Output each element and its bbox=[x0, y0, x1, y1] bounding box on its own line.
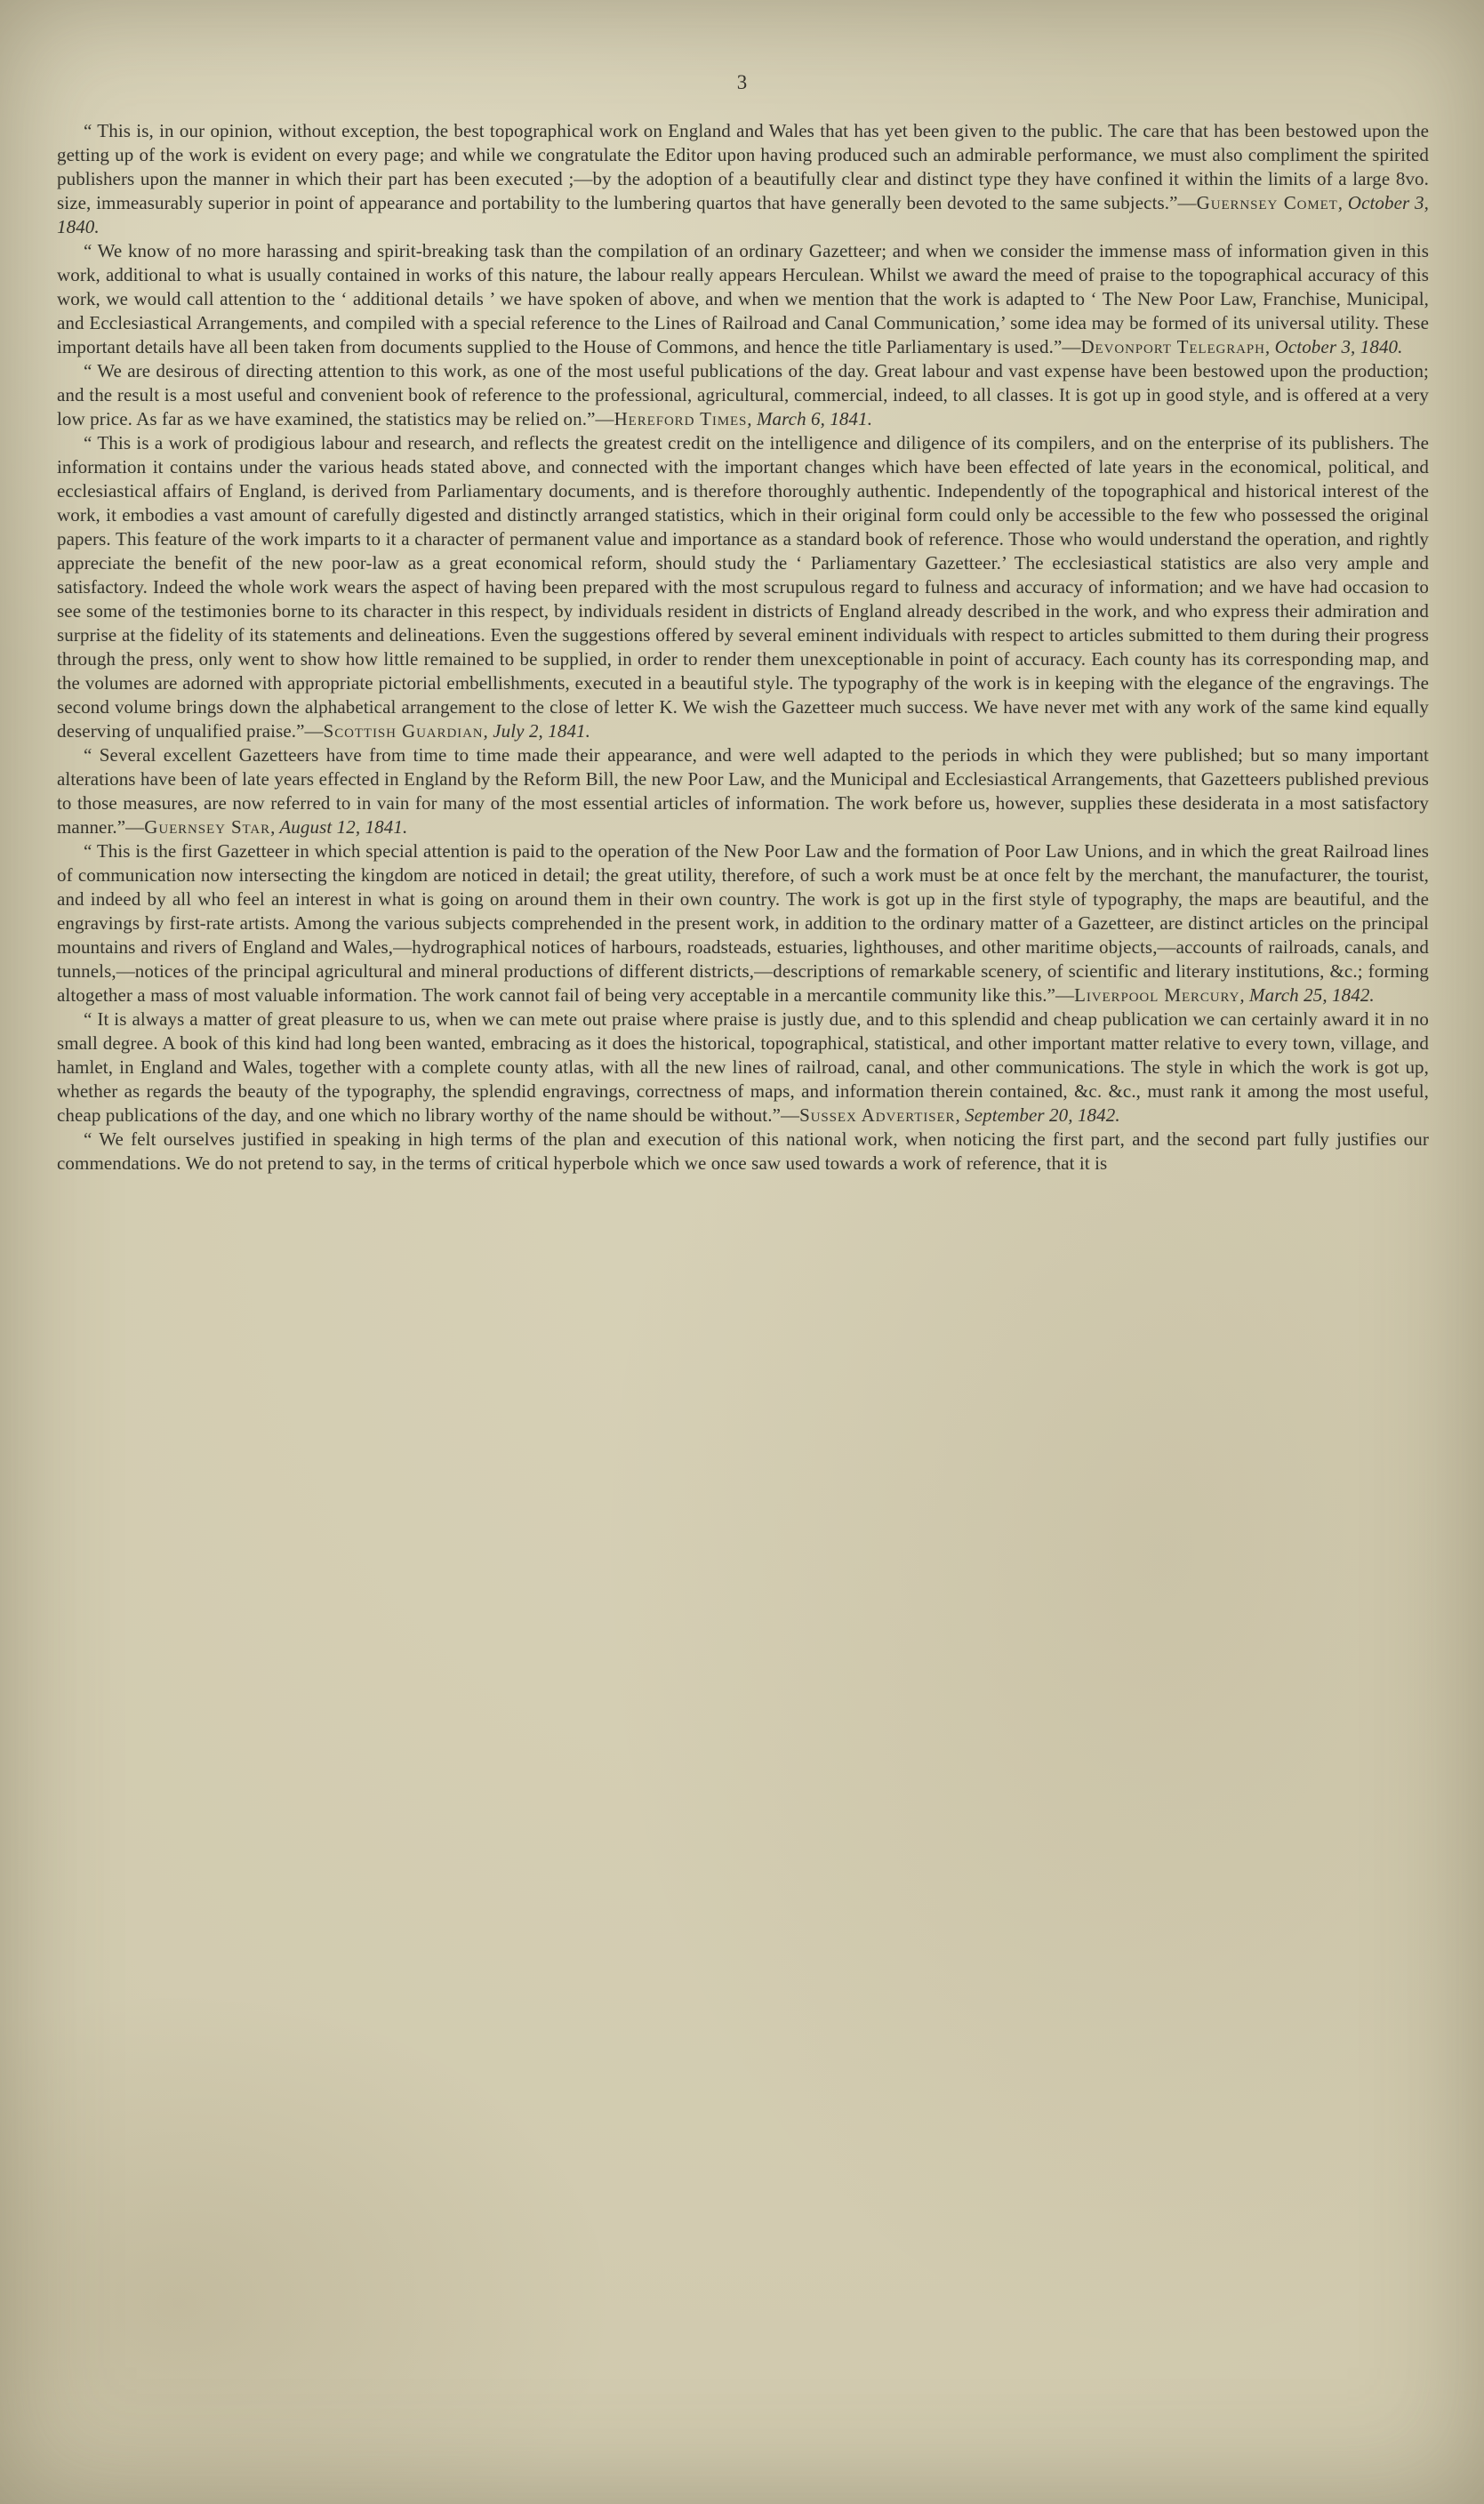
review-text: “ This is a work of prodigious labour and research, and reflects the greatest credit on the intelligence and diligence of its compilers, and on the enterprise of its publishers. The information it contains under the various heads stated above, and connected with the important changes which have been effected of late years in the economical, political, and ecclesiastical affairs of England, is derived from Parliamentary documents, and is therefore thoroughly authentic. Independently of the topographical and historical interest of the work, it embodies a vast amount of carefully digested and distinctly arranged statistics, which in their original form could only be accessible to the few who possessed the original papers. This feature of the work imparts to it a character of permanent value and importance as a standard book of reference. Those who would understand the operation, and rightly appreciate the benefit of the new poor-law as a great economical reform, should study the ‘ Parliamentary Gazetteer.’ The ecclesiastical statistics are also very ample and satisfactory. Indeed the whole work wears the aspect of having been prepared with the most scrupulous regard to fulness and accuracy of information; and we have had occasion to see some of the testimonies borne to its character in this respect, by individuals resident in districts of England already described in the work, and who express their admiration and surprise at the fidelity of its statements and delineations. Even the suggestions offered by several eminent individuals with respect to articles submitted to them during their progress through the press, only went to show how little remained to be supplied, in order to render them unexceptionable in point of accuracy. Each county has its corresponding map, and the volumes are adorned with appropriate pictorial embellishments, executed in a beautiful style. The typography of the work is in keeping with the elegance of the engravings. The second volume brings down the alphabetical arrangement to the close of letter K. We wish the Gazetteer much success. We have never met with any work of the same kind equally deserving of unqualified praise.”— bbox=[57, 432, 1429, 742]
review-paragraph bbox=[57, 119, 1429, 239]
review-date: , October 3, 1840. bbox=[57, 192, 1429, 237]
review-text: “ We felt ourselves justified in speaking in high terms of the plan and execution of this national work, when noticing the first part, and the second part fully justifies our commendations. We do not pretend to say, in the terms of critical hyperbole which we once saw used towards a work of reference, that it is bbox=[57, 1128, 1429, 1174]
review-source: Devonport Telegraph bbox=[1080, 336, 1265, 357]
review-date: , August 12, 1841. bbox=[270, 816, 408, 838]
review-paragraph bbox=[57, 359, 1429, 431]
page-number: 3 bbox=[736, 71, 748, 93]
review-date: , September 20, 1842. bbox=[955, 1104, 1120, 1126]
review-paragraph bbox=[57, 239, 1429, 359]
review-date: , October 3, 1840. bbox=[1264, 336, 1403, 357]
review-paragraph bbox=[57, 839, 1429, 1007]
review-source: Scottish Guardian bbox=[323, 720, 484, 742]
review-paragraph bbox=[57, 1128, 1429, 1176]
page-content bbox=[57, 119, 1429, 1176]
review-paragraph bbox=[57, 431, 1429, 743]
review-paragraph bbox=[57, 1007, 1429, 1128]
review-text: “ It is always a matter of great pleasure to us, when we can mete out praise where praise is justly due, and to this splendid and cheap publication we can certainly award it in no small degree. A book of this kind had long been wanted, embracing as it does the historical, topographical, statistical, and other important matter relative to every town, village, and hamlet, in England and Wales, together with a complete county atlas, with all the new lines of railroad, canal, and other communications. The style in which the work is got up, whether as regards the beauty of the typography, the splendid engravings, correctness of maps, and information therein contained, &c. &c., must rank it among the most useful, cheap publications of the day, and one which no library worthy of the name should be without.”— bbox=[57, 1008, 1429, 1126]
review-source: Guernsey Comet bbox=[1196, 192, 1338, 213]
review-source: Guernsey Star bbox=[144, 816, 271, 838]
review-text: “ We are desirous of directing attention to this work, as one of the most useful publications of the day. Great labour and vast expense have been bestowed upon the production; and the result is a most useful and convenient book of reference to the professional, agricultural, commercial, indeed, to all classes. It is got up in good style, and is offered at a very low price. As far as we have examined, the statistics may be relied on.”— bbox=[57, 360, 1429, 429]
review-date: , July 2, 1841. bbox=[483, 720, 591, 742]
review-source: Liverpool Mercury bbox=[1074, 984, 1240, 1006]
review-text: “ This is, in our opinion, without exception, the best topographical work on England and Wales that has yet been given to the public. The care that has been bestowed upon the getting up of the work is evident on every page; and while we congratulate the Editor upon having produced such an admirable performance, we must also compliment the spirited publishers upon the manner in which their part has been executed ;—by the adoption of a beautifully clear and distinct type they have confined it within the limits of a large 8vo. size, immeasurably superior in point of appearance and portability to the lumbering quartos that have generally been devoted to the same subjects.”— bbox=[57, 120, 1429, 213]
review-source: Sussex Advertiser bbox=[799, 1104, 956, 1126]
review-paragraph bbox=[57, 743, 1429, 839]
review-text: “ Several excellent Gazetteers have from time to time made their appearance, and were well adapted to the periods in which they were published; but so many important alterations have been of late years effected in England by the Reform Bill, the new Poor Law, and the Municipal and Ecclesiastical Arrangements, that Gazetteers published previous to those measures, are now referred to in vain for many of the most essential articles of information. The work before us, however, supplies these desiderata in a most satisfactory manner.”— bbox=[57, 744, 1429, 838]
review-source: Hereford Times bbox=[614, 408, 748, 429]
review-text: “ This is the first Gazetteer in which special attention is paid to the operation of the New Poor Law and the formation of Poor Law Unions, and in which the great Railroad lines of communication now intersecting the kingdom are noticed in detail; the great utility, therefore, of such a work must be at once felt by the merchant, the manufacturer, the tourist, and indeed by all who feel an interest in what is going on around them in their own country. The work is got up in the first style of typography, the maps are beautiful, and the engravings by first-rate artists. Among the various subjects comprehended in the present work, in addition to the ordinary matter of a Gazetteer, are distinct articles on the principal mountains and rivers of England and Wales,—hydrographical notices of harbours, roadsteads, estuaries, lighthouses, and other maritime objects,—accounts of railroads, canals, and tunnels,—notices of the principal agricultural and mineral productions of different districts,—descriptions of remarkable scenery, of scientific and literary institutions, &c.; forming altogether a mass of most valuable information. The work cannot fail of being very acceptable in a mercantile community like this.”— bbox=[57, 840, 1429, 1006]
review-date: , March 25, 1842. bbox=[1239, 984, 1375, 1006]
review-date: , March 6, 1841. bbox=[747, 408, 873, 429]
review-text: “ We know of no more harassing and spirit-breaking task than the compilation of an ordinary Gazetteer; and when we consider the immense mass of information given in this work, additional to what is usually contained in works of this nature, the labour really appears Herculean. Whilst we award the meed of praise to the topographical accuracy of this work, we would call attention to the ‘ additional details ’ we have spoken of above, and when we mention that the work is adapted to ‘ The New Poor Law, Franchise, Municipal, and Ecclesiastical Arrangements, and compiled with a special reference to the Lines of Railroad and Canal Communication,’ some idea may be formed of its universal utility. These important details have all been taken from documents supplied to the House of Commons, and hence the title Parliamentary is used.”— bbox=[57, 240, 1429, 357]
